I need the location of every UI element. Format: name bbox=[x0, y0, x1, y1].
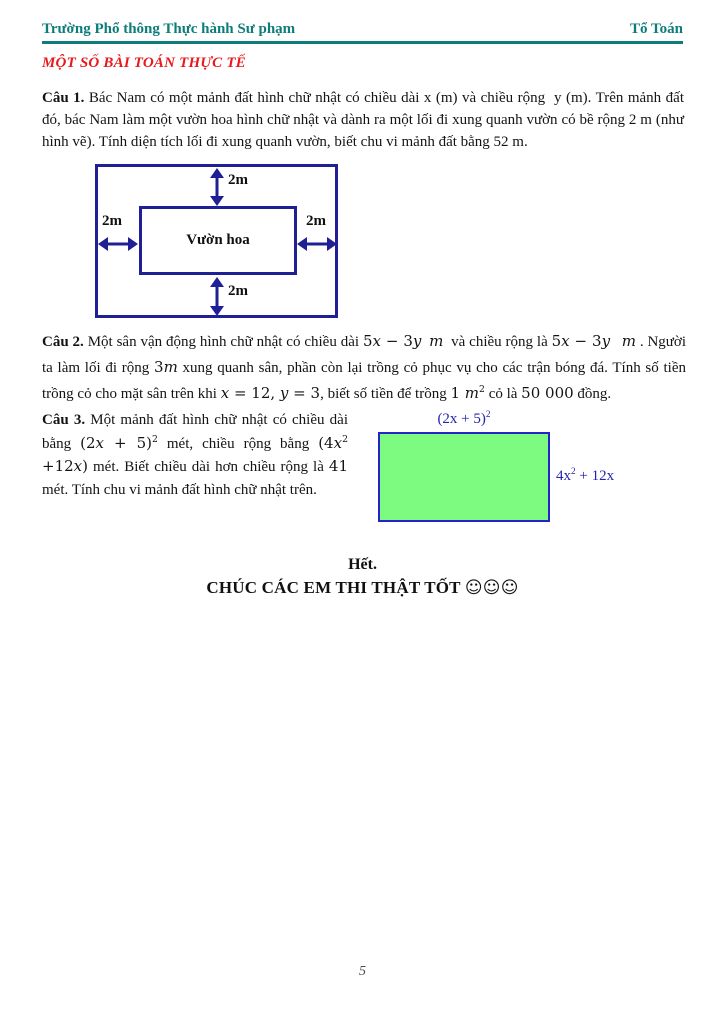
wish-line bbox=[0, 578, 725, 598]
wish-text: CHÚC CÁC EM THI THẬT TỐT bbox=[206, 578, 465, 597]
page-title: MỘT SỐ BÀI TOÁN THỰC TẾ bbox=[42, 55, 246, 71]
land-length-label: $(2x + 5)^2$ bbox=[437, 410, 491, 427]
header-rule bbox=[42, 41, 683, 44]
double-arrow-horizontal-right-icon bbox=[297, 233, 337, 255]
dimension-label-top: 2m bbox=[228, 172, 248, 188]
garden-inner-rect bbox=[139, 206, 297, 275]
double-arrow-vertical-bottom-icon bbox=[206, 277, 228, 316]
problem-1-text: Câu 1. Bác Nam có một mảnh đất hình chữ nhật có chiều dài x (m) và chiều rộng y (m). Trên mảnh đất đó, bác Nam làm một vườn hoa hình chữ nhật và dành ra một lối đi xung quanh vườn có bề rộng 2 m (như hình vẽ). Tính diện tích lối đi xung quanh vườn, biết chu vi mảnh đất bằng 52 m. bbox=[42, 90, 684, 150]
land-rect bbox=[378, 432, 550, 522]
smiley-icons: ☺☺☺ bbox=[464, 578, 519, 598]
garden-label: Vườn hoa bbox=[186, 232, 250, 248]
problem-3-text: Câu 3. Một mảnh đất hình chữ nhật có chiều dài bằng $(2x + 5)^2$ mét, chiều rộng bằng $(4x^2 +12x)$ mét. Biết chiều dài hơn chiều rộng là 41 mét. Tính chu vi mảnh đất hình chữ nhật trên. bbox=[42, 412, 348, 498]
dimension-label-left: 2m bbox=[102, 213, 122, 229]
dimension-label-bottom: 2m bbox=[228, 283, 248, 299]
land-width-label: $4x^2 + 12x$ bbox=[556, 467, 615, 484]
double-arrow-vertical-top-icon bbox=[206, 168, 228, 206]
header-subject-group: Tổ Toán bbox=[630, 21, 683, 37]
dimension-label-right: 2m bbox=[306, 213, 326, 229]
page-number: 5 bbox=[359, 964, 366, 979]
header-school-name: Trường Phổ thông Thực hành Sư phạm bbox=[42, 21, 296, 37]
double-arrow-horizontal-left-icon bbox=[98, 233, 138, 255]
problem-2-text: Câu 2. Một sân vận động hình chữ nhật có chiều dài 5x − 3y m và chiều rộng là 5x − 3y m . Người ta làm lối đi rộng 3m xung quanh sân, phần còn lại trồng cỏ phục vụ cho các trận bóng đá. Tính số tiền trồng cỏ cho mặt sân trên khi x = 12, y = 3, biết số tiền để trồng 1 $m^2$ cỏ là 50 000 đồng. bbox=[42, 332, 687, 402]
end-text: Hết. bbox=[348, 556, 377, 573]
